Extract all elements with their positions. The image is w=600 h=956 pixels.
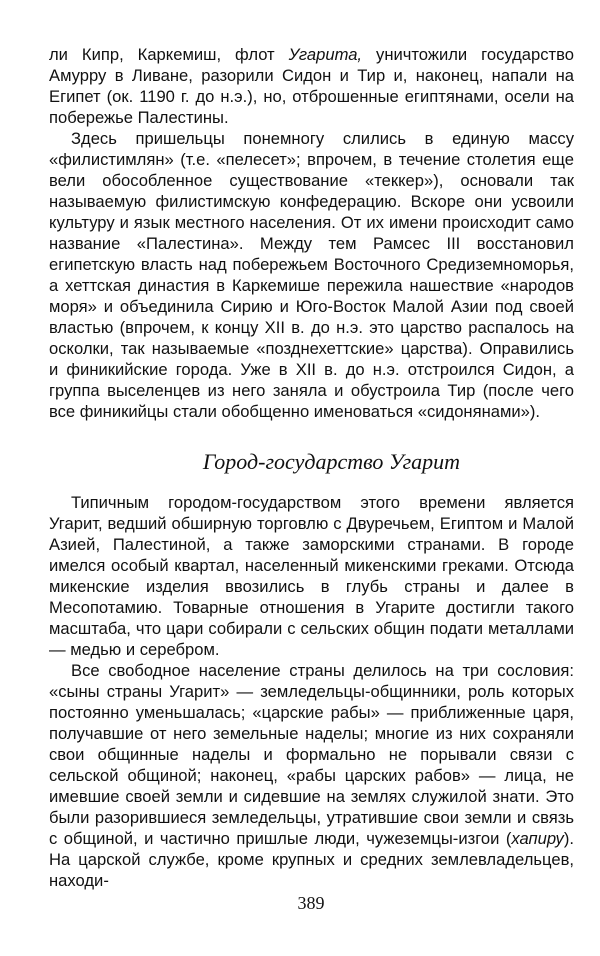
text-run: уничтожили государство Амурру в Ливане, разорили Сидон и Тир и, наконец, напали на Египет (ок. 1190 г. до н.э.), но, отброшенные египтянами, осели на побережье Палестины. [49, 45, 575, 127]
italic-term-ugarit: Угарита, [288, 45, 363, 64]
paragraph-ugarit-trade [49, 492, 574, 660]
text-run: ли Кипр, Каркемиш, флот [49, 45, 289, 64]
section-heading: Город-государство Угарит [202, 449, 461, 474]
text-run: ). На царской службе, кроме крупных и средних землевладельцев, находи- [49, 829, 574, 890]
paragraph-ugarit-estates [49, 660, 574, 891]
paragraph-philistines [49, 128, 574, 422]
page-number: 389 [297, 893, 325, 913]
text-run: Здесь пришельцы понемногу слились в единую массу «филистимлян» (т.е. «пелесет»; впрочем, в течение столетия еще вели обособленное существование «теккер»), основали так называемую филистимскую конфедерацию. Вскоре они усвоили культуру и язык местного населения. От их имени происходит само название «Палестина». Между тем Рамсес III восстановил египетскую власть над побережьем Восточного Средиземноморья, а хеттская династия в Каркемише пережила нашествие «народов моря» и объединила Сирию и Юго-Восток Малой Азии под своей властью (впрочем, к концу XII в. до н.э. это царство распалось на осколки, так называемые «позднехеттские» царства). Оправились и финикийские города. Уже в XII в. до н.э. отстроился Сидон, а группа выселенцев из него заняла и обустроила Тир (после чего все финикийцы стали обобщенно именоваться «сидонянами»). [49, 129, 574, 421]
text-run: Типичным городом-государством этого времени является Угарит, ведший обширную торговлю с Двуречьем, Египтом и Малой Азией, Палестиной, а также заморскими странами. В городе имелся особый квартал, населенный микенскими греками. Отсюда микенские изделия ввозились в глубь страны и далее в Месопотамию. Товарные отношения в Угарите достигли такого масштаба, что цари собирали с сельских общин подати металлами — медью и серебром. [49, 493, 574, 659]
text-run: Все свободное население страны делилось на три сословия: «сыны страны Угарит» — земледельцы-общинники, роль которых постоянно уменьшалась; «царские рабы» — приближенные царя, получавшие от него земельные наделы; многие из них сохраняли свои общинные наделы и формально не порывали связи с сельской общиной; наконец, «рабы царских рабов» — лица, не имевшие своей земли и сидевшие на землях служилой знати. Это были разорившиеся земледельцы, утратившие свои земли и связь с общиной, и частично пришлые люди, чужеземцы-изгои ( [49, 661, 574, 848]
paragraph-continuation [49, 44, 574, 128]
italic-term-hapiru: хапиру [511, 829, 564, 848]
